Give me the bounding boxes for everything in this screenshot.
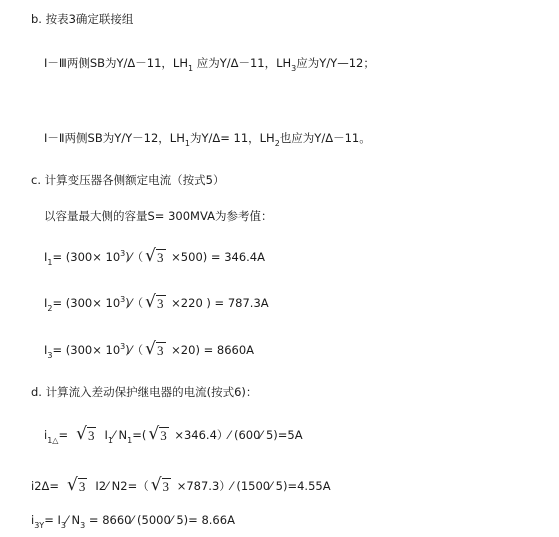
- relay1-term-4: ×346.4）⁄ (600⁄ 5)=5A: [170, 428, 303, 442]
- rule1-part-a: Ⅰ－Ⅲ两侧SB为Y/Δ－11，LH: [44, 56, 188, 70]
- formula2-part-3: ×220 ) = 787.3A: [167, 296, 269, 310]
- formula3-part-3: ×20) = 8660A: [167, 343, 255, 357]
- relay1-term-3: =(: [132, 428, 147, 442]
- current-formula-3: [44, 341, 254, 360]
- relay-current-formula-2: [31, 477, 331, 494]
- sqrt-icon: √ 3: [145, 339, 164, 359]
- sqrt-icon: √ 3: [145, 246, 164, 266]
- formula2-part-1: = (300× 10: [52, 296, 121, 310]
- relay3-term-2-sub: 3: [80, 521, 86, 530]
- formula1-radicand: 3: [157, 250, 164, 265]
- formula3-exponent: 3: [120, 342, 126, 351]
- relay3-term-2: ⁄ N: [65, 513, 81, 527]
- relay2-part-b: I2⁄ N2=（: [95, 479, 149, 493]
- formula2-part-2: )⁄（: [125, 296, 144, 310]
- formula1-symbol: I: [44, 250, 48, 264]
- relay1-term-1: I: [104, 428, 108, 442]
- section-d-heading: d. 计算流入差动保护继电器的电流(按式6)：: [31, 385, 258, 399]
- rule2-sub-b: 2: [274, 139, 280, 148]
- formula2-symbol: I: [44, 296, 48, 310]
- relay1-radicand-2: 3: [160, 428, 167, 443]
- formula2-radicand: 3: [157, 296, 164, 311]
- relay1-sub: 1△: [47, 436, 59, 445]
- rule1-sub-a: 1: [187, 64, 194, 73]
- relay2-radicand-1: 3: [78, 479, 86, 494]
- relay-current-formula-1: [44, 426, 303, 445]
- sqrt-icon: √ 3: [145, 292, 164, 312]
- relay1-symbol: i: [44, 428, 48, 442]
- reference-capacity-text: 以容量最大侧的容量S= 300MVA为参考值：: [44, 209, 273, 223]
- relay3-term-1-sub: 3: [60, 521, 66, 530]
- sqrt-icon: √ 3: [67, 475, 86, 495]
- formula1-part-1: = (300× 10: [52, 250, 121, 264]
- relay1-radicand-1: 3: [87, 428, 95, 443]
- connection-rule-1: [44, 55, 375, 73]
- connection-rule-2: [44, 130, 371, 148]
- rule2-part-a: Ⅰ－Ⅱ两侧SB为Y/Y－12，LH: [44, 131, 185, 145]
- relay1-term-2-sub: 1: [127, 436, 133, 445]
- relay3-term-1: = I: [44, 513, 61, 527]
- formula3-radicand: 3: [157, 343, 164, 358]
- formula1-exponent: 3: [120, 249, 126, 258]
- rule1-part-c: 应为Y/Y—12；: [296, 56, 375, 70]
- rule2-part-c: 也应为Y/Δ－11。: [279, 131, 371, 145]
- relay2-part-c: ×787.3）⁄ (1500⁄ 5)=4.55A: [173, 479, 331, 493]
- rule1-part-b: 应为Y/Δ－11，LH: [193, 56, 292, 70]
- relay1-eq: =: [58, 428, 69, 442]
- relay2-radicand-2: 3: [162, 479, 170, 494]
- formula3-part-2: )⁄（: [125, 343, 144, 357]
- relay-current-formula-3: [31, 513, 235, 530]
- relay2-part-a: i2Δ=: [31, 479, 60, 493]
- rule2-sub-a: 1: [184, 139, 190, 148]
- relay3-symbol: i: [31, 513, 35, 527]
- formula3-symbol: I: [44, 343, 48, 357]
- rule2-part-b: 为Y/Δ= 11，LH: [189, 131, 275, 145]
- relay3-sub: 3Y: [34, 521, 45, 530]
- relay1-term-2: ⁄ N: [112, 428, 128, 442]
- formula1-part-3: ×500) = 346.4A: [167, 250, 265, 264]
- sqrt-icon: √ 3: [76, 424, 95, 444]
- section-c-heading: c. 计算变压器各侧额定电流（按式5）: [31, 173, 225, 187]
- formula2-sub: 2: [47, 304, 53, 313]
- current-formula-2: [44, 294, 269, 313]
- section-b-heading: b. 按表3确定联接组: [31, 12, 134, 26]
- sqrt-icon: √ 3: [150, 475, 170, 495]
- formula1-sub: 1: [47, 258, 53, 267]
- relay3-term-3: = 8660⁄ (5000⁄ 5)= 8.66A: [85, 513, 235, 527]
- relay1-term-1-sub: 1: [107, 436, 113, 445]
- formula1-part-2: )⁄（: [125, 250, 144, 264]
- rule1-sub-b: 3: [291, 64, 297, 73]
- current-formula-1: [44, 248, 265, 267]
- formula3-sub: 3: [47, 351, 53, 360]
- formula3-part-1: = (300× 10: [52, 343, 121, 357]
- formula2-exponent: 3: [120, 295, 126, 304]
- sqrt-icon: √ 3: [148, 424, 167, 444]
